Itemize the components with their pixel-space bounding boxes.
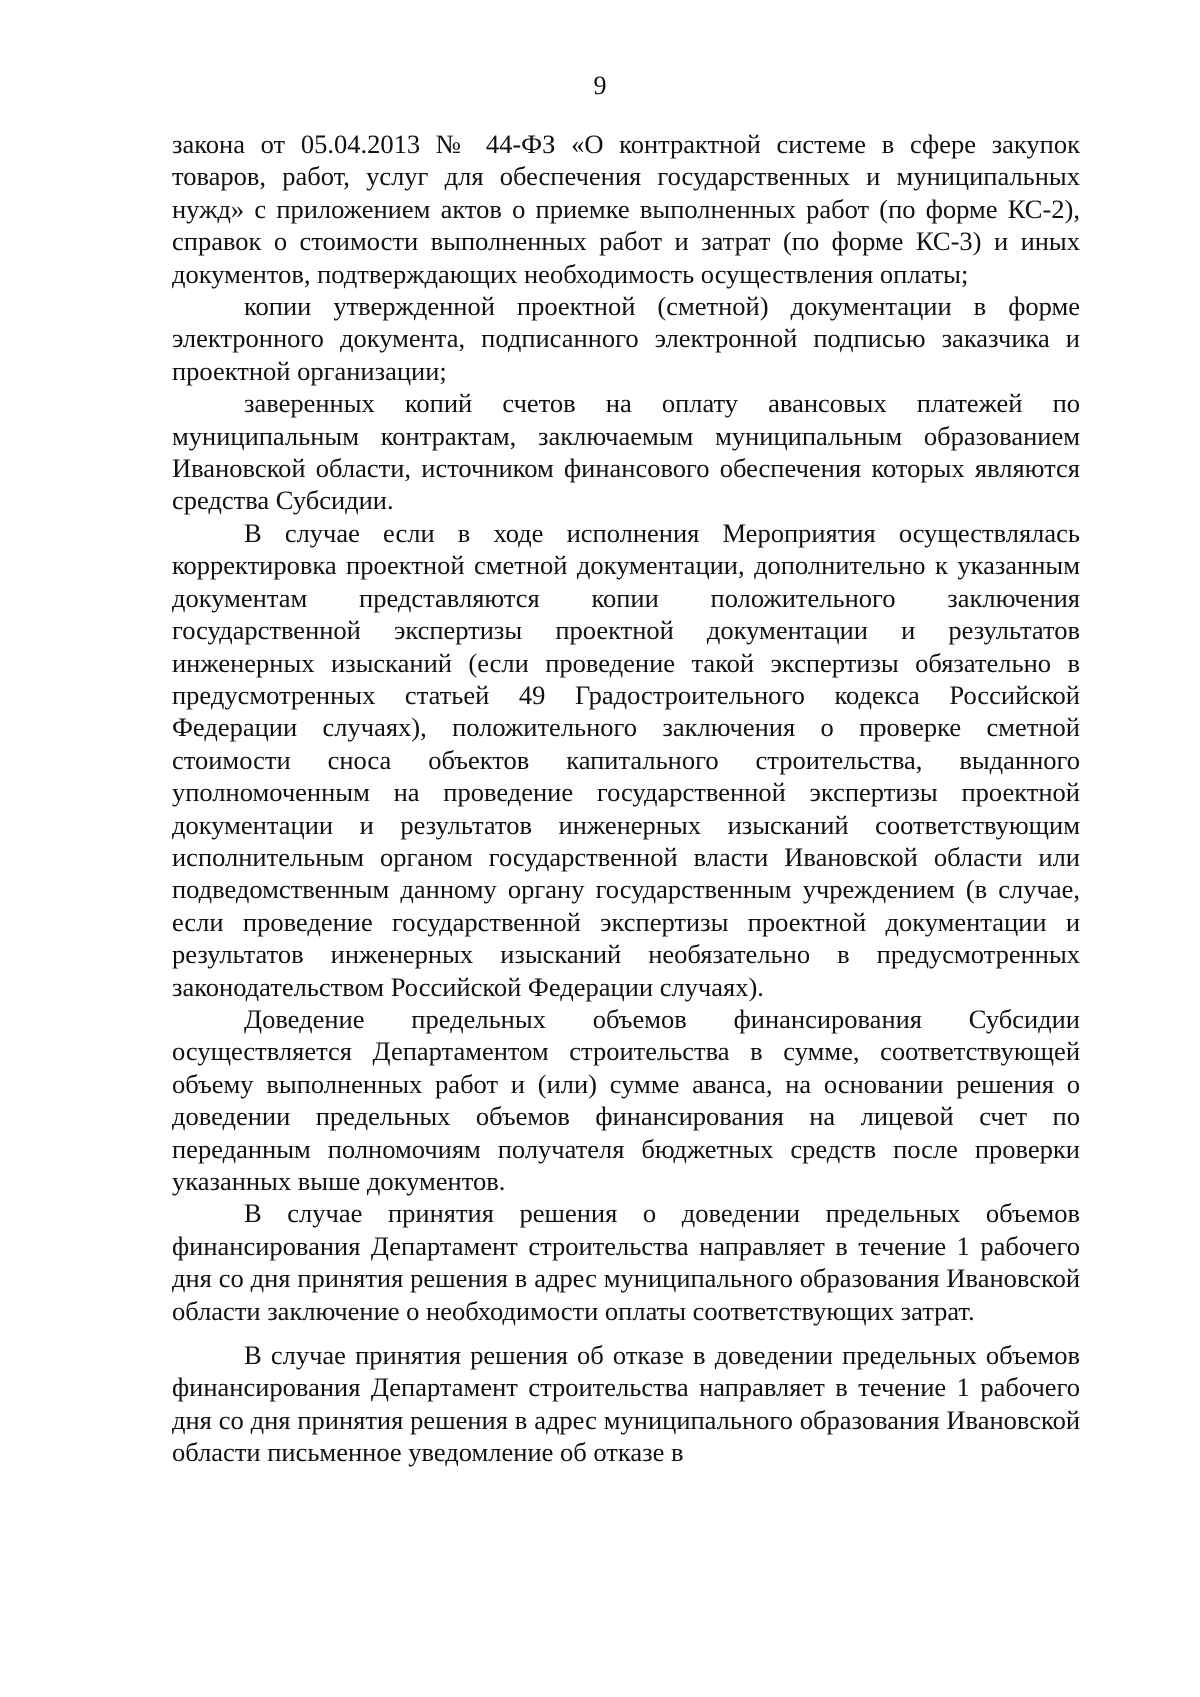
paragraph-correction: В случае если в ходе исполнения Мероприятия осуществлялась корректировка проектной сметной документации, дополнительно к указанным документам представляются копии положительного заключения государственной экспертизы проектной документации и результатов инженерных изысканий (если проведение такой экспертизы обязательно в предусмотренных статьей 49 Градостроительного кодекса Российской Федерации случаях), положительного заключения о проверке сметной стоимости сноса объектов капитального строительства, выданного уполномоченным на проведение государственной экспертизы проектной документации и результатов инженерных изысканий соответствующим исполнительным органом государственной власти Ивановской области или подведомственным данному органу государственным учреждением (в случае, если проведение государственной экспертизы проектной документации и результатов инженерных изысканий необязательно в предусмотренных законодательством Российской Федерации случаях).	[172, 517, 1080, 1002]
paragraph-positive-decision: В случае принятия решения о доведении предельных объемов финансирования Департамент строительства направляет в течение 1 рабочего дня со дня принятия решения в адрес муниципального образования Ивановской области заключение о необходимости оплаты соответствующих затрат.	[172, 1198, 1080, 1326]
paragraph-project-docs: копии утвержденной проектной (сметной) документации в форме электронного документа, подписанного электронной подписью заказчика и проектной организации;	[172, 291, 1080, 386]
paragraph-refusal-decision: В случае принятия решения об отказе в доведении предельных объемов финансирования Департамент строительства направляет в течение 1 рабочего дня со дня принятия решения в адрес муниципального образования Ивановской области письменное уведомление об отказе в	[172, 1340, 1080, 1468]
document-body	[172, 128, 1080, 1469]
paragraph-invoices: заверенных копий счетов на оплату авансовых платежей по муниципальным контрактам, заключаемым муниципальным образованием Ивановской области, источником финансового обеспечения которых являются средства Субсидии.	[172, 388, 1080, 516]
page-number: 9	[593, 71, 607, 100]
paragraph-funding-limits: Доведение предельных объемов финансирования Субсидии осуществляется Департаментом строительства в сумме, соответствующей объему выполненных работ и (или) сумме аванса, на основании решения о доведении предельных объемов финансирования на лицевой счет по переданным полномочиям получателя бюджетных средств после проверки указанных выше документов.	[172, 1003, 1080, 1196]
paragraph-continuation: закона от 05.04.2013 № 44-ФЗ «О контрактной системе в сфере закупок товаров, работ, услуг для обеспечения государственных и муниципальных нужд» с приложением актов о приемке выполненных работ (по форме КС-2), справок о стоимости выполненных работ и затрат (по форме КС-3) и иных документов, подтверждающих необходимость осуществления оплаты;	[172, 129, 1080, 289]
